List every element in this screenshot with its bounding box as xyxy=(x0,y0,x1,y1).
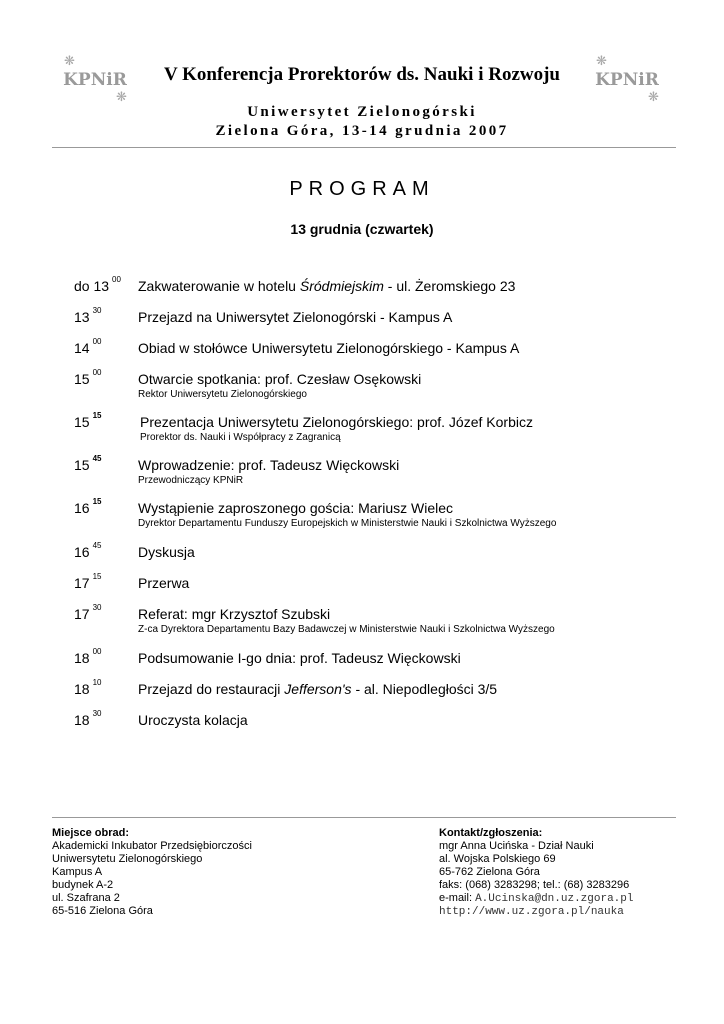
logo-text: KPNiR xyxy=(595,70,659,90)
schedule-description: Otwarcie spotkania: prof. Czesław Osękowski xyxy=(138,371,422,387)
header-divider xyxy=(52,147,676,148)
speaker-role: Prorektor ds. Nauki i Współpracy z Zagranicą xyxy=(140,432,341,443)
snowflake-icon: ❋ xyxy=(648,89,659,104)
schedule-time: 15 $^{15}$ xyxy=(74,411,102,430)
speaker-role: Rektor Uniwersytetu Zielonogórskiego xyxy=(138,389,307,400)
schedule-description: Przejazd na Uniwersytet Zielonogórski - Kampus A xyxy=(138,309,453,325)
schedule-time: 14 $^{00}$ xyxy=(74,337,102,356)
contact-line: 65-762 Zielona Góra xyxy=(439,866,540,878)
schedule-description: Referat: mgr Krzysztof Szubski xyxy=(138,606,331,622)
day-heading: 13 grudnia (czwartek) xyxy=(290,221,434,237)
program-title: PROGRAM xyxy=(289,178,435,200)
schedule-description: Wprowadzenie: prof. Tadeusz Więckowski xyxy=(138,457,400,473)
schedule-time: 13 $^{30}$ xyxy=(74,306,102,325)
email-link[interactable]: A.Ucinska@dn.uz.zgora.pl xyxy=(475,893,634,905)
schedule-time: do 13 $^{00}$ xyxy=(74,275,121,294)
snowflake-icon: ❋ xyxy=(596,53,607,68)
speaker-role: Z-ca Dyrektora Departamentu Bazy Badawczej w Ministerstwie Nauki i Szkolnictwa Wyższego xyxy=(138,624,555,635)
schedule-description: Obiad w stołówce Uniwersytetu Zielonogórskiego - Kampus A xyxy=(138,340,520,356)
venue-line: Akademicki Inkubator Przedsiębiorczości xyxy=(52,840,252,852)
speaker-role: Przewodniczący KPNiR xyxy=(138,475,244,486)
schedule-description: Przerwa xyxy=(138,575,190,591)
contact-line: al. Wojska Polskiego 69 xyxy=(439,853,556,865)
place-and-date: Zielona Góra, 13-14 grudnia 2007 xyxy=(215,123,509,139)
schedule-time: 17 $^{30}$ xyxy=(74,603,102,622)
venue-heading: Miejsce obrad: xyxy=(52,827,130,839)
venue-line: budynek A-2 xyxy=(52,879,114,891)
snowflake-icon: ❋ xyxy=(64,53,75,68)
schedule-description: Wystąpienie zaproszonego gościa: Mariusz Wielec xyxy=(138,500,454,516)
schedule-description: Prezentacja Uniwersytetu Zielonogórskiego: prof. Józef Korbicz xyxy=(140,414,533,430)
speaker-role: Dyrektor Departamentu Funduszy Europejskich w Ministerstwie Nauki i Szkolnictwa Wyższego xyxy=(138,518,557,529)
schedule-time: 16 $^{45}$ xyxy=(74,541,102,560)
snowflake-icon: ❋ xyxy=(116,89,127,104)
contact-block xyxy=(439,827,634,919)
schedule-description: Uroczysta kolacja xyxy=(138,712,248,728)
venue-line: 65-516 Zielona Góra xyxy=(52,905,153,917)
schedule-description: Przejazd do restauracji Jefferson's - al. Niepodległości 3/5 xyxy=(138,681,498,697)
logo-text: KPNiR xyxy=(63,70,127,90)
schedule-time: 15 $^{00}$ xyxy=(74,368,102,387)
schedule-time: 16 $^{15}$ xyxy=(74,497,102,516)
contact-line: mgr Anna Ucińska - Dział Nauki xyxy=(439,840,594,852)
contact-email-row xyxy=(439,892,634,906)
schedule-time: 15 $^{45}$ xyxy=(74,454,102,473)
email-label: e-mail: xyxy=(439,892,476,904)
conference-title: V Konferencja Prorektorów ds. Nauki i Rozwoju xyxy=(164,64,560,85)
schedule-time: 17 $^{15}$ xyxy=(74,572,102,591)
schedule-description: Podsumowanie I-go dnia: prof. Tadeusz Więckowski xyxy=(138,650,461,666)
website-link[interactable]: http://www.uz.zgora.pl/nauka xyxy=(439,906,624,918)
schedule-description: Dyskusja xyxy=(138,544,195,560)
schedule-description: Zakwaterowanie w hotelu Śródmiejskim - ul. Żeromskiego 23 xyxy=(138,278,516,294)
venue-line: ul. Szafrana 2 xyxy=(52,892,120,904)
venue-block xyxy=(52,827,252,918)
university-name: Uniwersytet Zielonogórski xyxy=(247,104,477,120)
venue-line: Uniwersytetu Zielonogórskiego xyxy=(52,853,203,865)
contact-line: faks: (068) 3283298; tel.: (68) 3283296 xyxy=(439,879,630,891)
schedule-time: 18 $^{10}$ xyxy=(74,678,102,697)
footer-divider xyxy=(52,817,676,818)
contact-heading: Kontakt/zgłoszenia: xyxy=(439,827,543,839)
venue-line: Kampus A xyxy=(52,866,103,878)
schedule-time: 18 $^{30}$ xyxy=(74,709,102,728)
schedule-time: 18 $^{00}$ xyxy=(74,647,102,666)
